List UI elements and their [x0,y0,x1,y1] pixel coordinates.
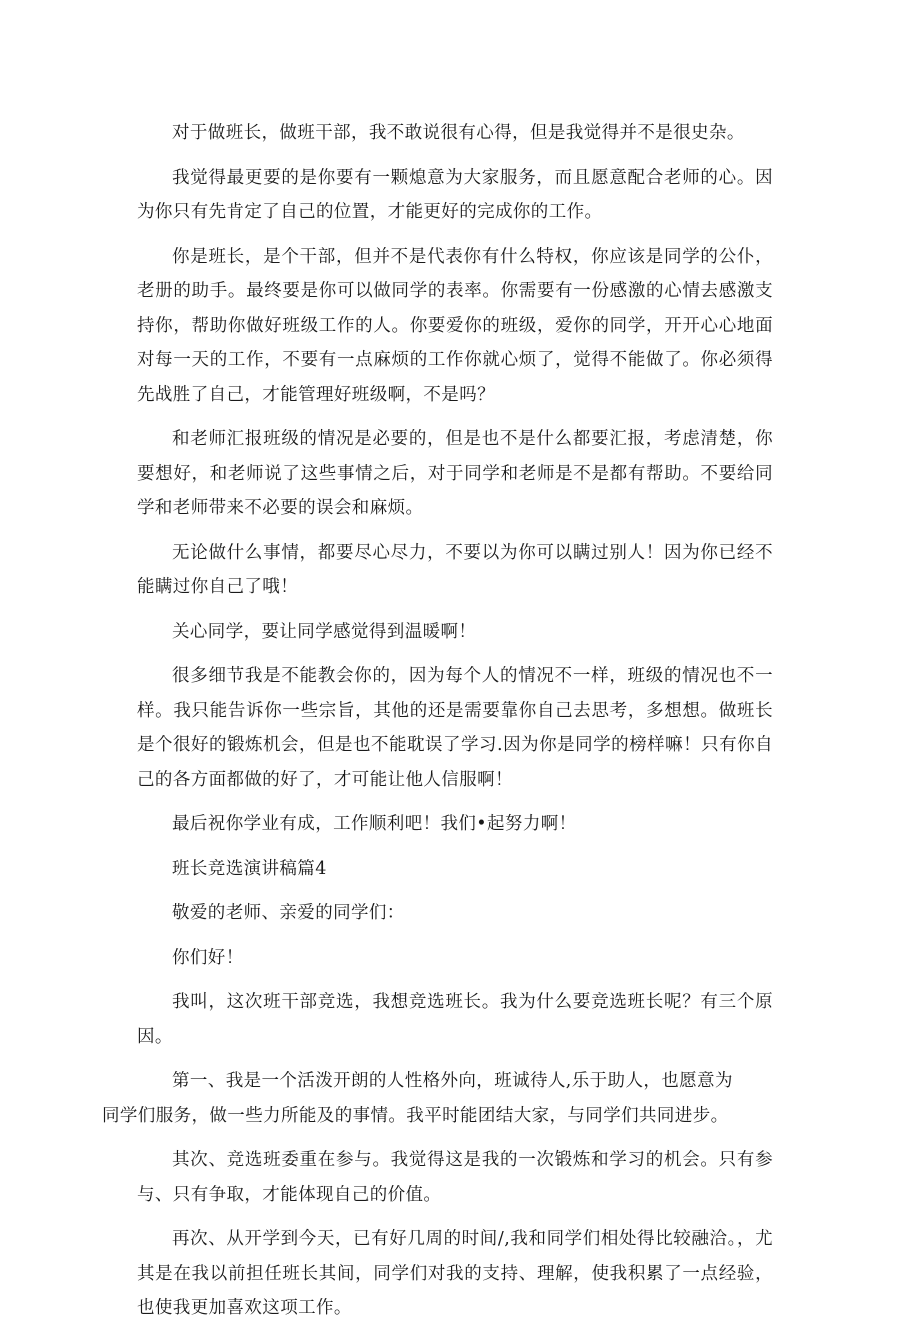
paragraph: 其次、竞选班委重在参与。我觉得这是我的一次锻炼和学习的机会。只有参与、只有争取，才能体现自己的价值。 [137,1150,773,1205]
paragraph: 我觉得最更要的是你要有一颗熄意为大家服务，而且愿意配合老师的心。因为你只有先肯定了自己的位置，才能更好的完成你的工作。 [137,167,773,222]
paragraph-line: 第一、我是一个活泼开朗的人性格外向，班诚待人,乐于助人，也愿意为 [172,1071,733,1091]
document-page [102,116,773,1336]
paragraph: 关心同学，要让同学感觉得到温暖啊！ [172,621,477,642]
greeting: 你们好！ [172,947,244,968]
paragraph: 对于做班长，做班干部，我不敢说很有心得，但是我觉得并不是很史杂。 [172,123,745,143]
paragraph: 再次、从开学到今天，已有好几周的时间/,我和同学们相处得比较融洽。，尤其是在我以前担任班长其间，同学们对我的支持、理解，使我积累了一点经验，也使我更加喜欢这项工作。 [137,1229,773,1318]
paragraph: 很多细节我是不能教会你的，因为每个人的情况不一样，班级的情况也不一样。我只能告诉你一些宗旨，其他的还是需要靠你自己去思考，多想想。做班长是个很好的锻炼机会，但是也不能耽误了学习.因为你是同学的榜样嘛！只有你自己的各方面都做的好了，才可能让他人信服啊！ [137,666,773,790]
section-heading: 班长竞选演讲稿篇4 [172,858,327,879]
paragraph-line: 同学们服务，做一些力所能及的事情。我平时能团结大家，与同学们共同进步。 [102,1105,729,1126]
paragraph-first-reason [102,1064,773,1133]
paragraph: 和老师汇报班级的情况是必要的，但是也不是什么都要汇报，考虑清楚，你要想好，和老师说了这些事情之后，对于同学和老师是不是都有帮助。不要给同学和老师带来不必要的误会和麻烦。 [137,429,773,518]
paragraph: 你是班长，是个干部，但并不是代表你有什么特权，你应该是同学的公仆，老册的助手。最终要是你可以做同学的表率。你需要有一份感激的心情去感激支持你，帮助你做好班级工作的人。你要爱你的班级，爱你的同学，开开心心地面对每一天的工作，不要有一点麻烦的工作你就心烦了，觉得不能做了。你必须得先战胜了自己，才能管理好班级啊，不是吗？ [137,246,773,405]
salutation: 敬爱的老师、亲爱的同学们： [172,903,405,923]
paragraph: 我叫，这次班干部竞选，我想竞选班长。我为什么要竞选班长呢？有三个原因。 [137,992,773,1047]
paragraph: 无论做什么事情，都要尽心尽力，不要以为你可以瞒过别人！因为你已经不能瞒过你自己了哦！ [137,542,773,597]
paragraph: 最后祝你学业有成，工作顺利吧！我们•起努力啊！ [172,814,577,834]
